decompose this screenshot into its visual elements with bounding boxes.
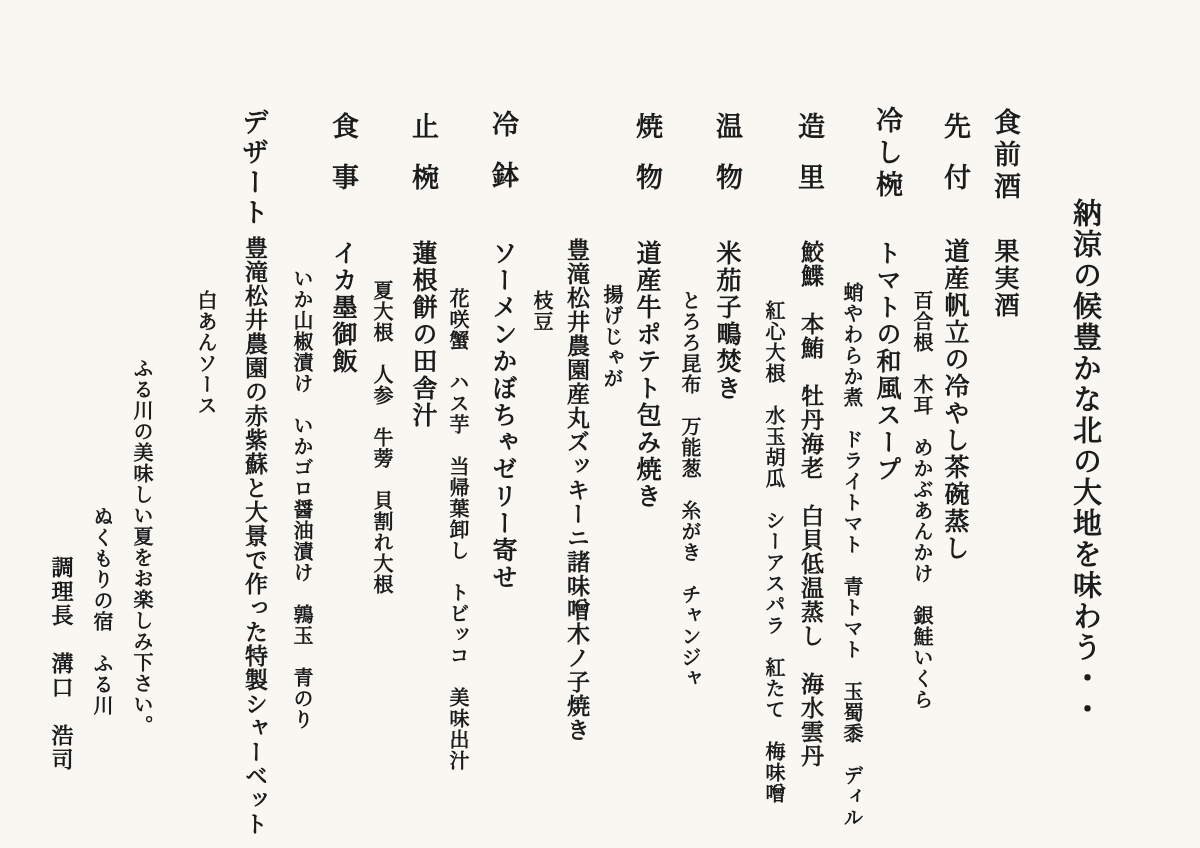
dish-shokuji: イカ墨御飯 [329,240,358,375]
dish-dessert: 豊滝松井農園の赤紫蘇と大景で作った特製シャーベット [241,236,268,836]
dish-atsumono: 米茄子鴫焚き [713,240,742,402]
garnish-dessert: 白あんソース [194,290,218,416]
dish-yakimono: 道産牛ポテト包み焼き [633,240,662,510]
heading-tomewan: 止椀 [407,112,438,214]
garnish-tsukuri: 紅心大根 水玉胡瓜 シーアスパラ 紅たて 梅味噌 [762,300,786,804]
heading-sakizuke: 先付 [939,112,970,214]
dish-reibachi: ソーメンかぼちゃゼリー寄せ [489,240,518,591]
footer-chef-signature: 調理長 溝口 浩司 [48,556,74,772]
footer-message: ふる川の美味しい夏をお楽しみ下さい。 [130,358,154,736]
dish-tomewan: 蓮根餅の田舎汁 [409,240,438,429]
dish-hiyashiwan: トマトの和風スープ [873,240,902,483]
garnish-reibachi: 花咲蟹 ハス芋 当帰葉卸し トビッコ 美味出汁 [446,288,470,771]
heading-atsumono: 温物 [711,112,742,214]
footer-inn-name: ぬくもりの宿 ふる川 [90,506,114,716]
heading-shokuzenshu: 食前酒 [989,108,1020,204]
dish-shokuzenshu: 果実酒 [991,238,1020,319]
menu-title: 納涼の候豊かな北の大地を味わう・・ [1069,198,1103,725]
garnish-yakimono: 揚げじゃが [600,284,624,389]
garnish-tomewan: 夏大根 人参 牛蒡 貝割れ大根 [370,280,394,595]
heading-reibachi: 冷鉢 [487,110,518,212]
heading-dessert: デザート [237,108,268,228]
heading-hiyashiwan: 冷し椀 [871,106,902,202]
garnish-yakimono-2: 枝豆 [530,290,554,332]
garnish-hiyashiwan: 蛸やわらか煮 ドライトマト 青トマト 玉蜀黍 ディル [840,282,864,828]
dish-yakimono-2: 豊滝松井農園産丸ズッキーニ諸味噌木ノ子焼き [563,238,590,742]
dish-tsukuri: 鮫鰈 本鮪 牡丹海老 白貝低温蒸し 海水雲丹 [797,240,824,768]
garnish-sakizuke: 百合根 木耳 めかぶあんかけ 銀鮭いくら [910,290,934,710]
garnish-shokuji: いか山椒漬け いかゴロ醤油漬け 鶉玉 青のり [290,268,314,730]
dish-sakizuke: 道産帆立の冷やし茶碗蒸し [941,238,970,562]
garnish-atsumono: とろろ昆布 万能葱 糸がき チャンジャ [678,290,702,689]
heading-tsukuri: 造里 [793,112,824,214]
heading-shokuji: 食事 [327,112,358,214]
heading-yakimono: 焼物 [631,112,662,214]
